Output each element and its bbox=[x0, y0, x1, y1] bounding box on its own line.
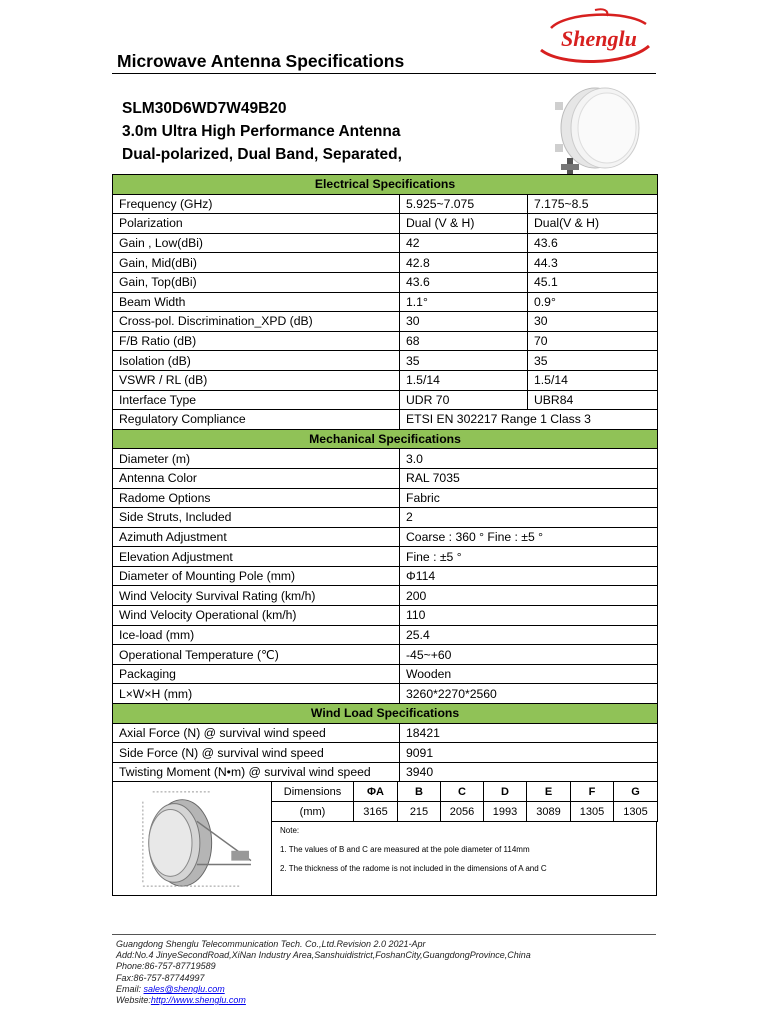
footer-email-line bbox=[116, 984, 531, 995]
spec-value-band2: 7.175~8.5 bbox=[528, 194, 658, 214]
table-row bbox=[113, 547, 658, 567]
table-row bbox=[113, 292, 658, 312]
footer-address: Add:No.4 JinyeSecondRoad,XiNan Industry Area,Sanshuidistrict,FoshanCity,GuangdongProvince,China bbox=[116, 950, 531, 961]
spec-value: 25.4 bbox=[400, 625, 658, 645]
spec-value-band2: 43.6 bbox=[528, 233, 658, 253]
spec-value: 200 bbox=[400, 586, 658, 606]
spec-value: 3.0 bbox=[400, 449, 658, 469]
table-row bbox=[113, 272, 658, 292]
spec-label: Azimuth Adjustment bbox=[113, 527, 400, 547]
spec-value: -45~+60 bbox=[400, 645, 658, 665]
spec-label: Regulatory Compliance bbox=[113, 410, 400, 430]
table-row bbox=[113, 233, 658, 253]
spec-value-band2: 70 bbox=[528, 331, 658, 351]
email-link[interactable]: sales@shenglu.com bbox=[143, 983, 225, 994]
spec-value-band2: 0.9° bbox=[528, 292, 658, 312]
spec-label: Diameter (m) bbox=[113, 449, 400, 469]
spec-label: Side Struts, Included bbox=[113, 508, 400, 528]
dim-header: G bbox=[614, 782, 658, 802]
table-row bbox=[113, 449, 658, 469]
table-row bbox=[113, 645, 658, 665]
table-row bbox=[113, 331, 658, 351]
spec-value: 110 bbox=[400, 606, 658, 626]
spec-label: Cross-pol. Discrimination_XPD (dB) bbox=[113, 312, 400, 332]
note-title: Note: bbox=[280, 826, 300, 835]
spec-value: RAL 7035 bbox=[400, 468, 658, 488]
spec-value-band1: 68 bbox=[400, 331, 528, 351]
antenna-product-image bbox=[545, 84, 657, 174]
spec-value-band1: 1.5/14 bbox=[400, 370, 528, 390]
spec-value: ETSI EN 302217 Range 1 Class 3 bbox=[400, 410, 658, 430]
spec-label: Gain , Low(dBi) bbox=[113, 233, 400, 253]
spec-value-band1: 1.1° bbox=[400, 292, 528, 312]
antenna-dimension-drawing bbox=[112, 781, 272, 896]
table-row bbox=[113, 527, 658, 547]
footer-website-label: Website: bbox=[116, 995, 151, 1006]
spec-label: Side Force (N) @ survival wind speed bbox=[113, 743, 400, 763]
spec-label: Axial Force (N) @ survival wind speed bbox=[113, 723, 400, 743]
table-row bbox=[113, 664, 658, 684]
spec-value-band1: 30 bbox=[400, 312, 528, 332]
electrical-heading: Electrical Specifications bbox=[113, 175, 658, 195]
table-row bbox=[113, 312, 658, 332]
table-row bbox=[113, 390, 658, 410]
section-header bbox=[113, 704, 658, 724]
spec-label: Wind Velocity Operational (km/h) bbox=[113, 606, 400, 626]
spec-value-band2: 30 bbox=[528, 312, 658, 332]
header-rule bbox=[112, 73, 656, 74]
product-title: 3.0m Ultra High Performance Antenna bbox=[122, 123, 401, 140]
dim-header: ΦA bbox=[354, 782, 398, 802]
dim-header: E bbox=[527, 782, 571, 802]
dim-value: 1305 bbox=[614, 802, 658, 822]
spec-value-band1: 42.8 bbox=[400, 253, 528, 273]
footer-website-line bbox=[116, 995, 531, 1006]
spec-label: Polarization bbox=[113, 214, 400, 234]
dimensions-unit: (mm) bbox=[272, 802, 354, 822]
note-item: 2. The thickness of the radome is not included in the dimensions of A and C bbox=[280, 864, 547, 873]
spec-label: Isolation (dB) bbox=[113, 351, 400, 371]
dimensions-label: Dimensions bbox=[272, 782, 354, 802]
dim-value: 3165 bbox=[354, 802, 398, 822]
model-number: SLM30D6WD7W49B20 bbox=[122, 100, 287, 117]
spec-value-band1: 5.925~7.075 bbox=[400, 194, 528, 214]
table-row bbox=[113, 351, 658, 371]
spec-label: Radome Options bbox=[113, 488, 400, 508]
spec-label: Wind Velocity Survival Rating (km/h) bbox=[113, 586, 400, 606]
mechanical-heading: Mechanical Specifications bbox=[113, 429, 658, 449]
spec-value: 2 bbox=[400, 508, 658, 528]
spec-value-band1: Dual (V & H) bbox=[400, 214, 528, 234]
spec-value: Wooden bbox=[400, 664, 658, 684]
spec-value-band2: 45.1 bbox=[528, 272, 658, 292]
footer bbox=[116, 939, 531, 1006]
dim-value: 2056 bbox=[441, 802, 484, 822]
section-header bbox=[113, 429, 658, 449]
dim-header: D bbox=[484, 782, 527, 802]
table-row bbox=[113, 253, 658, 273]
table-row bbox=[113, 566, 658, 586]
table-row bbox=[113, 723, 658, 743]
spec-value: Fabric bbox=[400, 488, 658, 508]
table-row bbox=[113, 508, 658, 528]
spec-label: Elevation Adjustment bbox=[113, 547, 400, 567]
spec-value: 3940 bbox=[400, 762, 658, 782]
spec-value-band2: 1.5/14 bbox=[528, 370, 658, 390]
spec-label: Antenna Color bbox=[113, 468, 400, 488]
website-link[interactable]: http://www.shenglu.com bbox=[150, 995, 246, 1006]
table-row bbox=[113, 468, 658, 488]
footer-email-label: Email: bbox=[116, 983, 144, 994]
dim-value: 1305 bbox=[571, 802, 614, 822]
spec-label: Packaging bbox=[113, 664, 400, 684]
spec-label: F/B Ratio (dB) bbox=[113, 331, 400, 351]
footer-phone: Phone:86-757-87719589 bbox=[116, 961, 216, 972]
table-row bbox=[113, 410, 658, 430]
spec-label: Diameter of Mounting Pole (mm) bbox=[113, 566, 400, 586]
table-row bbox=[113, 194, 658, 214]
spec-label: Interface Type bbox=[113, 390, 400, 410]
dimensions-block bbox=[112, 781, 657, 896]
note-item: 1. The values of B and C are measured at the pole diameter of 114mm bbox=[280, 845, 530, 854]
spec-value: Coarse : 360 ° Fine : ±5 ° bbox=[400, 527, 658, 547]
section-header bbox=[113, 175, 658, 195]
dimensions-table bbox=[271, 781, 658, 822]
table-row bbox=[113, 488, 658, 508]
footer-rule bbox=[112, 934, 656, 935]
spec-value-band2: Dual(V & H) bbox=[528, 214, 658, 234]
wind-heading: Wind Load Specifications bbox=[113, 704, 658, 724]
spec-value: Φ114 bbox=[400, 566, 658, 586]
table-row bbox=[113, 586, 658, 606]
document-title: Microwave Antenna Specifications bbox=[117, 51, 405, 71]
dim-value: 215 bbox=[398, 802, 441, 822]
footer-company: Guangdong Shenglu Telecommunication Tech. Co.,Ltd.Revision 2.0 2021-Apr bbox=[116, 939, 426, 949]
dimension-notes bbox=[271, 821, 657, 896]
spec-value-band1: 42 bbox=[400, 233, 528, 253]
spec-label: VSWR / RL (dB) bbox=[113, 370, 400, 390]
spec-label: Operational Temperature (℃) bbox=[113, 645, 400, 665]
dim-header: F bbox=[571, 782, 614, 802]
spec-value-band1: UDR 70 bbox=[400, 390, 528, 410]
table-row bbox=[113, 743, 658, 763]
spec-value-band1: 43.6 bbox=[400, 272, 528, 292]
spec-value: 9091 bbox=[400, 743, 658, 763]
table-row bbox=[113, 606, 658, 626]
logo-text: Shenglu bbox=[561, 26, 637, 51]
spec-label: Frequency (GHz) bbox=[113, 194, 400, 214]
table-row bbox=[113, 762, 658, 782]
spec-value: 18421 bbox=[400, 723, 658, 743]
table-row bbox=[113, 370, 658, 390]
spec-value: Fine : ±5 ° bbox=[400, 547, 658, 567]
spec-label: L×W×H (mm) bbox=[113, 684, 400, 704]
shenglu-logo bbox=[531, 6, 657, 68]
dim-value: 1993 bbox=[484, 802, 527, 822]
footer-fax: Fax:86-757-87744997 bbox=[116, 972, 205, 983]
table-row bbox=[113, 214, 658, 234]
spec-table bbox=[112, 174, 658, 782]
dim-header: B bbox=[398, 782, 441, 802]
spec-label: Twisting Moment (N•m) @ survival wind speed bbox=[113, 762, 400, 782]
dim-header: C bbox=[441, 782, 484, 802]
spec-value-band2: UBR84 bbox=[528, 390, 658, 410]
spec-label: Ice-load (mm) bbox=[113, 625, 400, 645]
spec-value-band2: 35 bbox=[528, 351, 658, 371]
spec-value-band2: 44.3 bbox=[528, 253, 658, 273]
spec-value-band1: 35 bbox=[400, 351, 528, 371]
spec-value: 3260*2270*2560 bbox=[400, 684, 658, 704]
spec-label: Beam Width bbox=[113, 292, 400, 312]
table-row bbox=[113, 684, 658, 704]
spec-label: Gain, Top(dBi) bbox=[113, 272, 400, 292]
spec-label: Gain, Mid(dBi) bbox=[113, 253, 400, 273]
dim-value: 3089 bbox=[527, 802, 571, 822]
product-subtitle: Dual-polarized, Dual Band, Separated, bbox=[122, 146, 402, 163]
table-row bbox=[113, 625, 658, 645]
